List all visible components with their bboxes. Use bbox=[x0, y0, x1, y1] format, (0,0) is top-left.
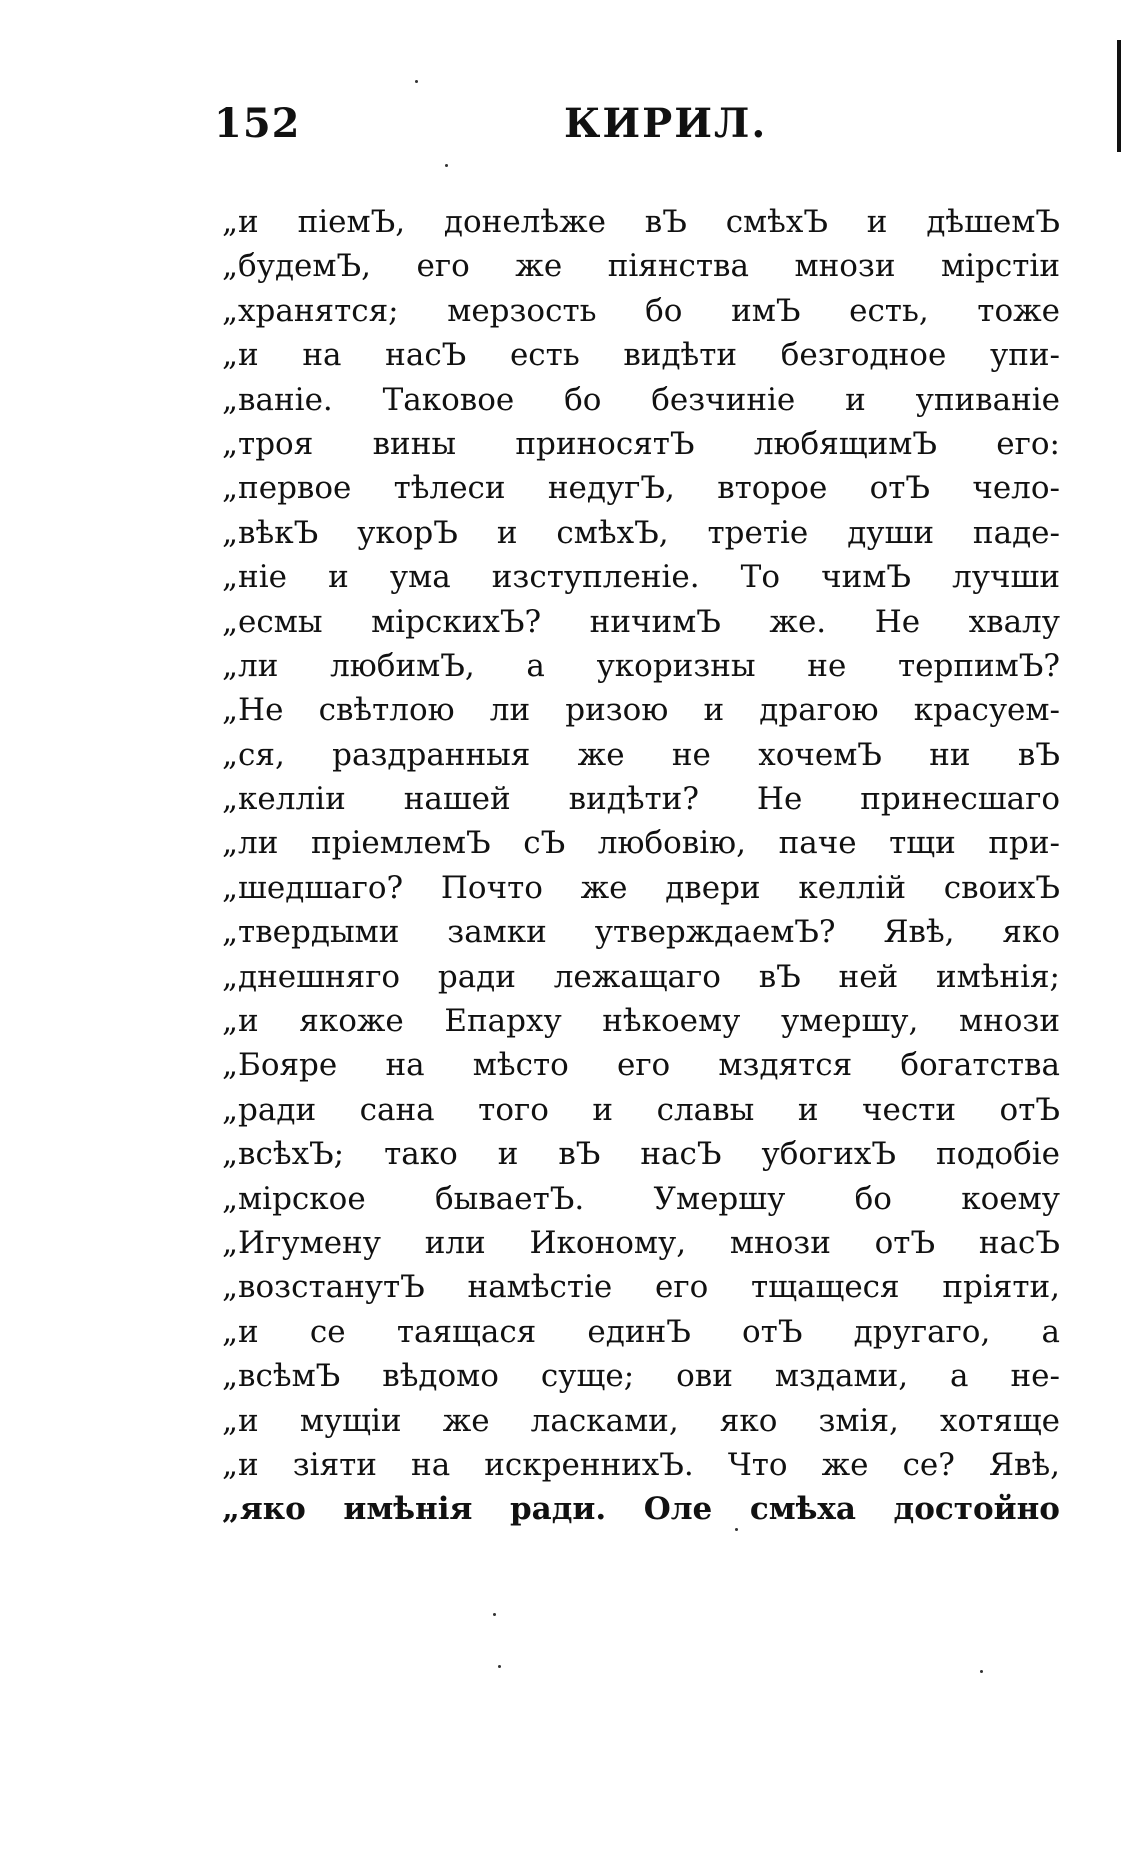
text-line: „и на насЪ есть видѣти безгодное упи- bbox=[222, 337, 1060, 374]
text-line: „ніе и ума изступленіе. То чимЪ лучши bbox=[222, 559, 1060, 596]
text-line: „всѣмЪ вѣдомо суще; ови мздами, а не- bbox=[222, 1358, 1060, 1395]
text-line: „хранятся; мерзость бо имЪ есть, тоже bbox=[222, 292, 1060, 329]
text-line: „ся, раздранныя же не хочемЪ ни вЪ bbox=[222, 736, 1060, 773]
text-line: „ваніе. Таковое бо безчиніе и упиваніе bbox=[222, 381, 1060, 418]
text-line: „днешняго ради лежащаго вЪ ней имѣнія; bbox=[222, 958, 1060, 995]
page-number: 152 bbox=[214, 100, 301, 147]
text-line: „и піемЪ, донелѣже вЪ смѣхЪ и дѣшемЪ bbox=[222, 204, 1060, 240]
text-line: „твердыми замки утверждаемЪ? Явѣ, яко bbox=[222, 914, 1060, 951]
text-line: „ради сана того и славы и чести отЪ bbox=[222, 1091, 1060, 1128]
text-line: „и мущіи же ласками, яко змія, хотяще bbox=[222, 1402, 1060, 1439]
text-line: „и зіяти на искреннихЪ. Что же се? Явѣ, bbox=[222, 1446, 1060, 1483]
print-speck bbox=[493, 1613, 496, 1616]
text-line: „возстанутЪ намѣстіе его тщащеся пріяти, bbox=[222, 1269, 1060, 1306]
text-line: „Не свѣтлою ли ризою и драгою красуем- bbox=[222, 692, 1060, 729]
text-line: „шедшаго? Почто же двери келлій своихЪ bbox=[222, 869, 1060, 906]
print-speck bbox=[980, 1670, 983, 1673]
text-line: „есмы мірскихЪ? ничимЪ же. Не хвалу bbox=[222, 603, 1060, 640]
text-line: „яко имѣнія ради. Оле смѣха достойно bbox=[222, 1491, 1060, 1528]
page-header bbox=[214, 100, 1064, 152]
print-speck bbox=[498, 1665, 501, 1668]
print-speck bbox=[415, 80, 418, 83]
text-line: „ли любимЪ, а укоризны не терпимЪ? bbox=[222, 647, 1060, 684]
text-line: „первое тѣлеси недугЪ, второе отЪ чело- bbox=[222, 470, 1060, 507]
text-line: „вѣкЪ укорЪ и смѣхЪ, третіе души паде- bbox=[222, 514, 1060, 551]
page-edge-mark bbox=[1117, 40, 1121, 152]
text-line: „ли пріемлемЪ сЪ любовію, паче тщи при- bbox=[222, 825, 1060, 862]
text-line: „мірское бываетЪ. Умершу бо коему bbox=[222, 1180, 1060, 1217]
print-speck bbox=[445, 164, 448, 167]
text-line: „и якоже Епарху нѣкоему умершу, мнози bbox=[222, 1003, 1060, 1040]
text-line: „всѣхЪ; тако и вЪ насЪ убогихЪ подобіе bbox=[222, 1136, 1060, 1173]
text-line: „Игумену или Иконому, мнози отЪ насЪ bbox=[222, 1224, 1060, 1261]
text-line: „троя вины приносятЪ любящимЪ его: bbox=[222, 425, 1060, 462]
running-title: КИРИЛ. bbox=[564, 100, 768, 147]
text-line: „и се таящася единЪ отЪ другаго, а bbox=[222, 1313, 1060, 1350]
text-line: „будемЪ, его же піянства мнози мірстіи bbox=[222, 248, 1060, 285]
body-text bbox=[222, 200, 1060, 1532]
text-line: „Бояре на мѣсто его мздятся богатства bbox=[222, 1047, 1060, 1084]
text-line: „келліи нашей видѣти? Не принесшаго bbox=[222, 781, 1060, 818]
